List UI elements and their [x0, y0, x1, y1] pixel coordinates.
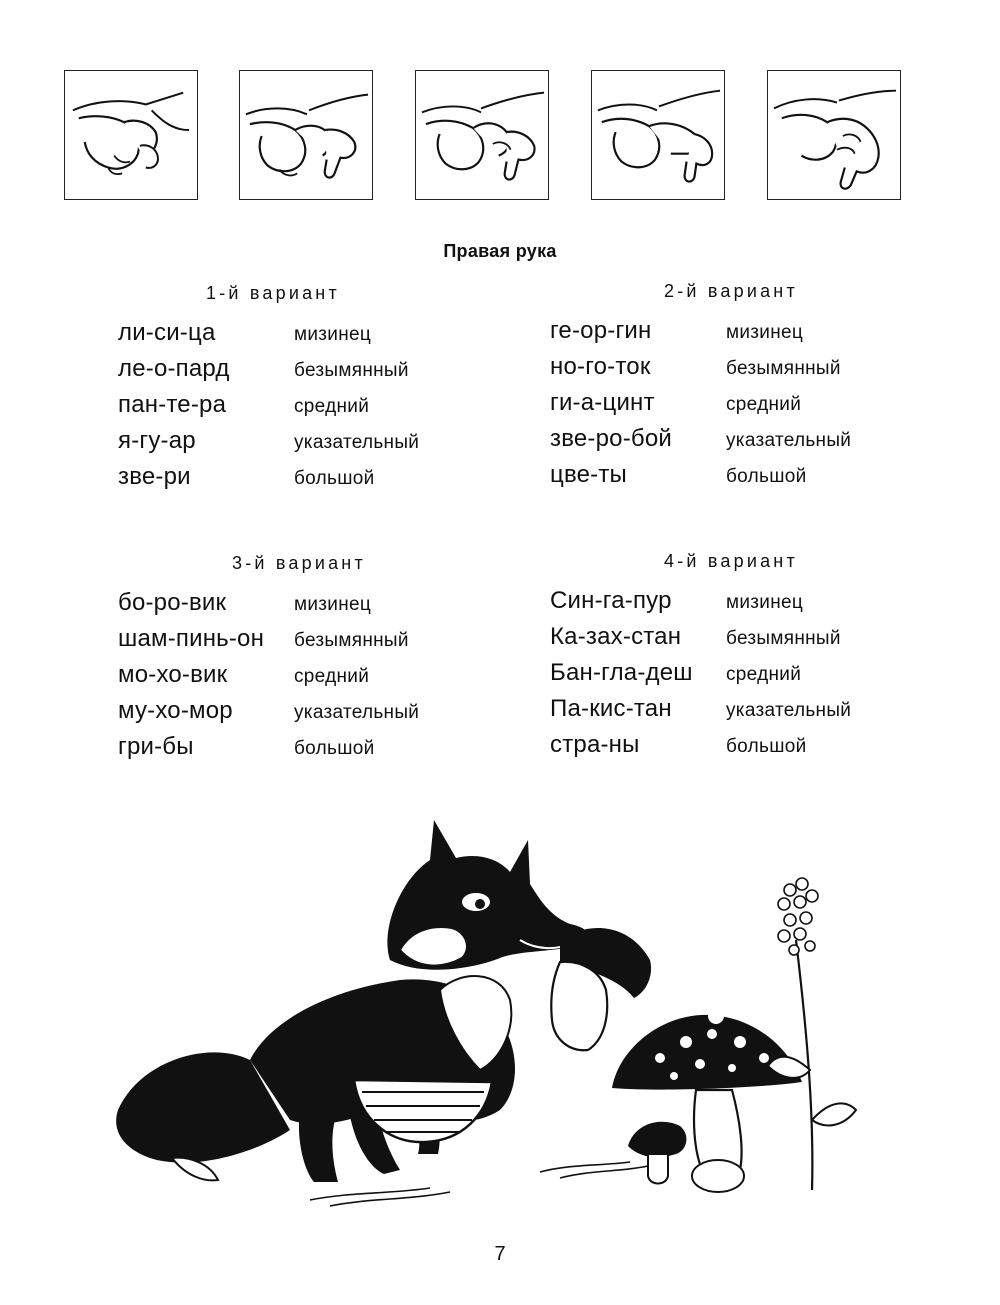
hands-pinky-icon [65, 71, 197, 199]
hands-thumb-icon [768, 71, 900, 199]
finger-name: указательный [294, 702, 420, 723]
hand-illustration-5 [767, 70, 901, 200]
variant-2 [550, 281, 990, 501]
fox-icon [100, 820, 880, 1220]
variant-title: 4-й вариант [664, 551, 798, 571]
hand-illustrations-row [64, 70, 936, 202]
finger-name: безымянный [294, 630, 409, 651]
finger-name: мизинец [726, 322, 804, 343]
syllable-word: но-го-ток [550, 353, 651, 380]
syllable-word: ли-си-ца [118, 319, 216, 346]
hand-illustration-4 [591, 70, 725, 200]
finger-name: мизинец [726, 592, 804, 613]
finger-name: безымянный [726, 358, 841, 379]
hands-index-finger-icon [592, 71, 724, 199]
syllable-word: стра-ны [550, 731, 640, 758]
finger-name: большой [294, 468, 375, 489]
syllable-word: гри-бы [118, 733, 194, 760]
finger-name: указательный [726, 700, 852, 721]
page-number: 7 [494, 1243, 506, 1265]
syllable-word: бо-ро-вик [118, 589, 227, 616]
finger-name: указательный [726, 430, 852, 451]
finger-name: средний [294, 666, 370, 687]
syllable-word: зве-ри [118, 463, 191, 490]
variant-3 [118, 553, 558, 773]
syllable-word: Па-кис-тан [550, 695, 672, 722]
syllable-word: мо-хо-вик [118, 661, 228, 688]
variant-title: 2-й вариант [664, 281, 798, 301]
syllable-word: Ка-зах-стан [550, 623, 682, 650]
finger-name: безымянный [726, 628, 841, 649]
syllable-word: цве-ты [550, 461, 628, 488]
section-title: Правая рука [443, 241, 557, 261]
syllable-word: ги-а-цинт [550, 389, 655, 416]
hand-illustration-1 [64, 70, 198, 200]
finger-name: средний [726, 664, 802, 685]
finger-name: мизинец [294, 594, 372, 615]
syllable-word: Бан-гла-деш [550, 659, 693, 686]
syllable-word: му-хо-мор [118, 697, 233, 724]
hand-illustration-3 [415, 70, 549, 200]
hands-middle-finger-icon [416, 71, 548, 199]
fox-mushroom-illustration [100, 820, 880, 1220]
finger-name: большой [726, 736, 807, 757]
syllable-word: шам-пинь-он [118, 625, 265, 652]
finger-name: большой [294, 738, 375, 759]
finger-name: безымянный [294, 360, 409, 381]
syllable-word: пан-те-ра [118, 391, 227, 418]
hands-ring-finger-icon [240, 71, 372, 199]
finger-name: средний [294, 396, 370, 417]
variant-title: 3-й вариант [232, 553, 366, 573]
syllable-word: я-гу-ар [118, 427, 196, 454]
variant-title: 1-й вариант [206, 283, 340, 303]
finger-name: мизинец [294, 324, 372, 345]
finger-name: средний [726, 394, 802, 415]
syllable-word: ле-о-пард [118, 355, 230, 382]
variant-1 [118, 283, 558, 503]
syllable-word: зве-ро-бой [550, 425, 673, 452]
finger-name: указательный [294, 432, 420, 453]
syllable-word: Син-га-пур [550, 587, 672, 614]
syllable-word: ге-ор-гин [550, 317, 652, 344]
variant-4 [550, 551, 990, 771]
finger-name: большой [726, 466, 807, 487]
hand-illustration-2 [239, 70, 373, 200]
